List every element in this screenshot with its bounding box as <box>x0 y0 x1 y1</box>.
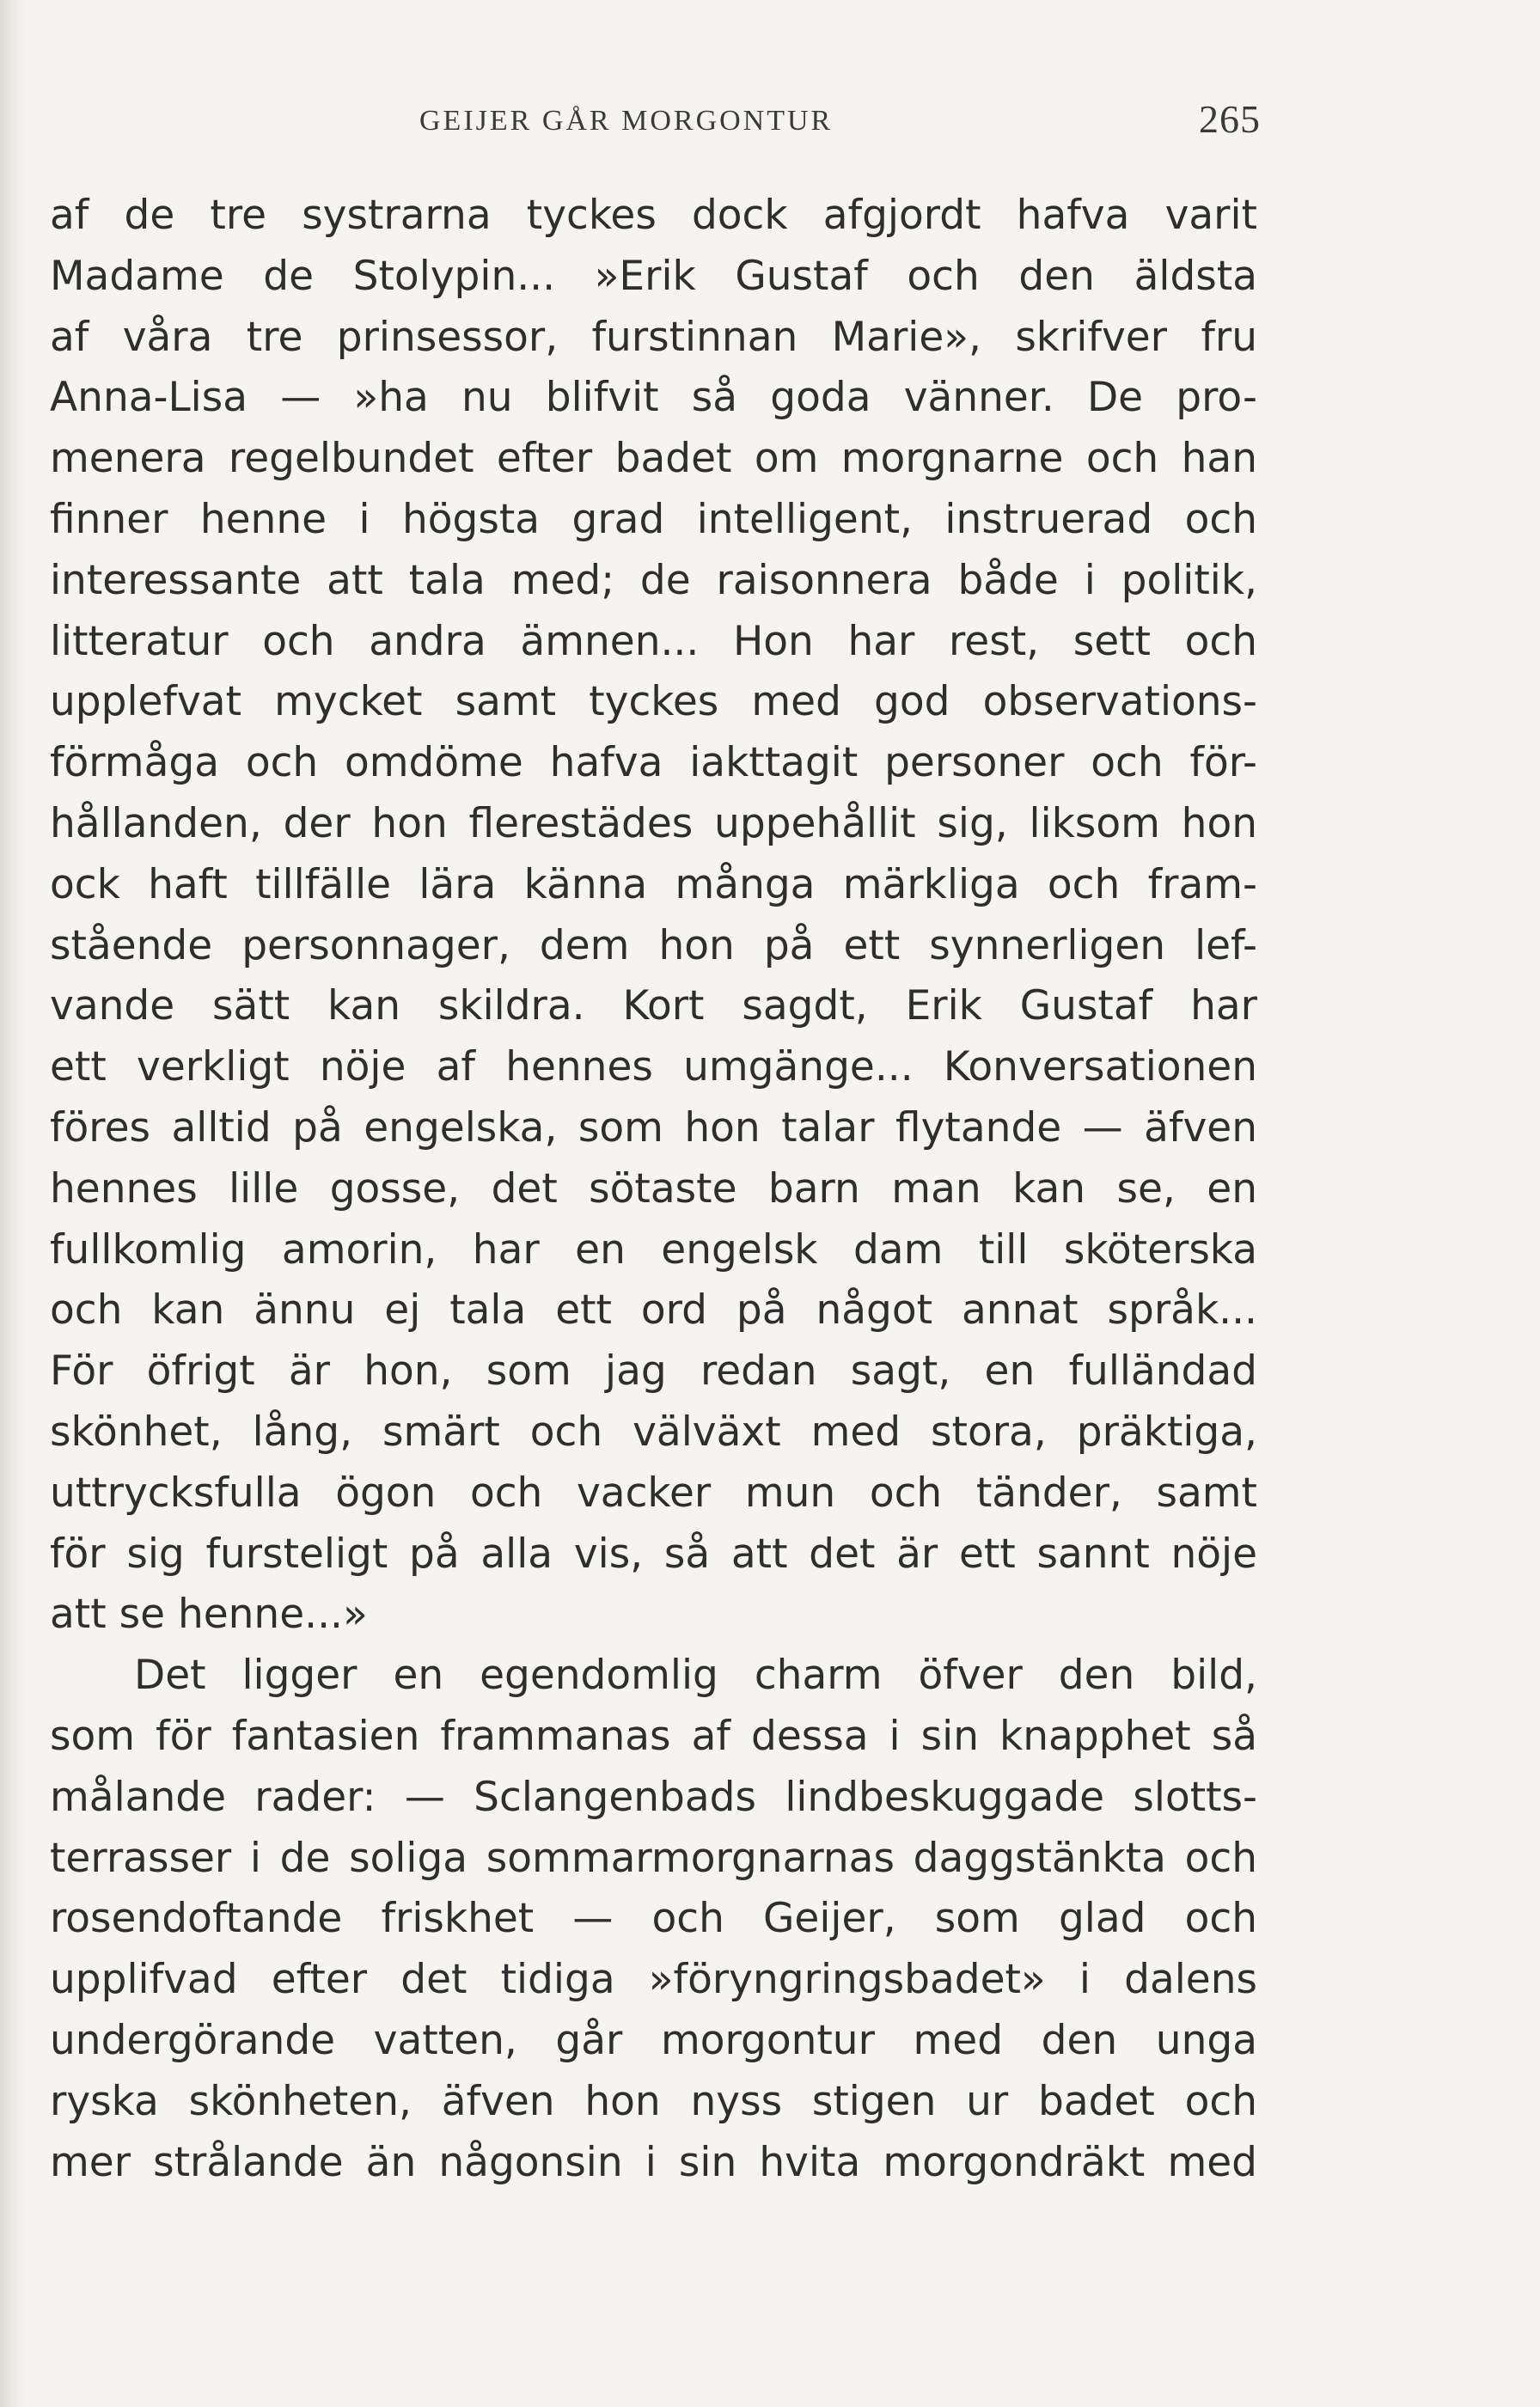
text-line: hållanden, der hon flerestädes uppehållit sig, liksom hon <box>50 799 1257 847</box>
text-line: ett verkligt nöje af hennes umgänge... Konversationen <box>50 1043 1257 1091</box>
body-text <box>50 186 1257 2193</box>
text-line: terrasser i de soliga sommarmorgnarnas daggstänkta och <box>50 1834 1257 1882</box>
paragraph-2 <box>50 1646 1257 2193</box>
text-line: upplifvad efter det tidiga »föryngringsbadet» i dalens <box>50 1956 1257 2004</box>
text-line: skönhet, lång, smärt och välväxt med stora, präktiga, <box>50 1408 1257 1456</box>
running-head <box>0 95 1540 146</box>
text-line: stående personnager, dem hon på ett synnerligen lef- <box>50 921 1257 969</box>
text-line: förmåga och omdöme hafva iakttagit personer och för- <box>50 739 1257 787</box>
page-number: 265 <box>1199 97 1261 141</box>
text-line: och kan ännu ej tala ett ord på något annat språk... <box>50 1286 1257 1335</box>
text-line: För öfrigt är hon, som jag redan sagt, en fulländad <box>50 1347 1257 1396</box>
text-line: mer strålande än någonsin i sin hvita morgondräkt med <box>50 2138 1257 2186</box>
text-line: Det ligger en egendomlig charm öfver den bild, <box>134 1652 1257 1700</box>
text-line: för sig fursteligt på alla vis, så att det är ett sannt nöje <box>50 1530 1257 1578</box>
text-line: ock haft tillfälle lära känna många märkliga och fram- <box>50 860 1257 908</box>
text-line: vande sätt kan skildra. Kort sagdt, Erik Gustaf har <box>50 982 1257 1030</box>
text-line: Madame de Stolypin... »Erik Gustaf och den äldsta <box>50 252 1257 300</box>
text-line: föres alltid på engelska, som hon talar flytande — äfven <box>50 1103 1257 1152</box>
text-line: litteratur och andra ämnen... Hon har rest, sett och <box>50 617 1257 665</box>
text-line: hennes lille gosse, det sötaste barn man kan se, en <box>50 1164 1257 1213</box>
text-line: rosendoftande friskhet — och Geijer, som glad och <box>50 1895 1257 1943</box>
text-line: Anna-Lisa — »ha nu blifvit så goda vänner. De pro- <box>50 374 1257 422</box>
text-line: upplefvat mycket samt tyckes med god observations- <box>50 678 1257 726</box>
text-line: menera regelbundet efter badet om morgnarne och han <box>50 435 1257 483</box>
text-line: målande rader: — Sclangenbads lindbeskuggade slotts- <box>50 1773 1257 1821</box>
text-line: fullkomlig amorin, har en engelsk dam till sköterska <box>50 1225 1257 1274</box>
text-line: som för fantasien frammanas af dessa i sin knapphet så <box>50 1712 1257 1760</box>
text-line: uttrycksfulla ögon och vacker mun och tänder, samt <box>50 1469 1257 1517</box>
text-line: interessante att tala med; de raisonnera både i politik, <box>50 556 1257 604</box>
paragraph-1 <box>50 186 1257 1646</box>
running-title: GEIJER GÅR MORGONTUR <box>419 105 834 137</box>
text-line: ryska skönheten, äfven hon nyss stigen ur badet och <box>50 2077 1257 2125</box>
text-line: att se henne...» <box>50 1591 368 1639</box>
text-line: finner henne i högsta grad intelligent, instruerad och <box>50 495 1257 543</box>
text-line: af de tre systrarna tyckes dock afgjordt hafva varit <box>50 192 1257 239</box>
text-line: undergörande vatten, går morgontur med den unga <box>50 2016 1257 2064</box>
gutter-shadow <box>0 0 26 2407</box>
text-line: af våra tre prinsessor, furstinnan Marie», skrifver fru <box>50 313 1257 361</box>
